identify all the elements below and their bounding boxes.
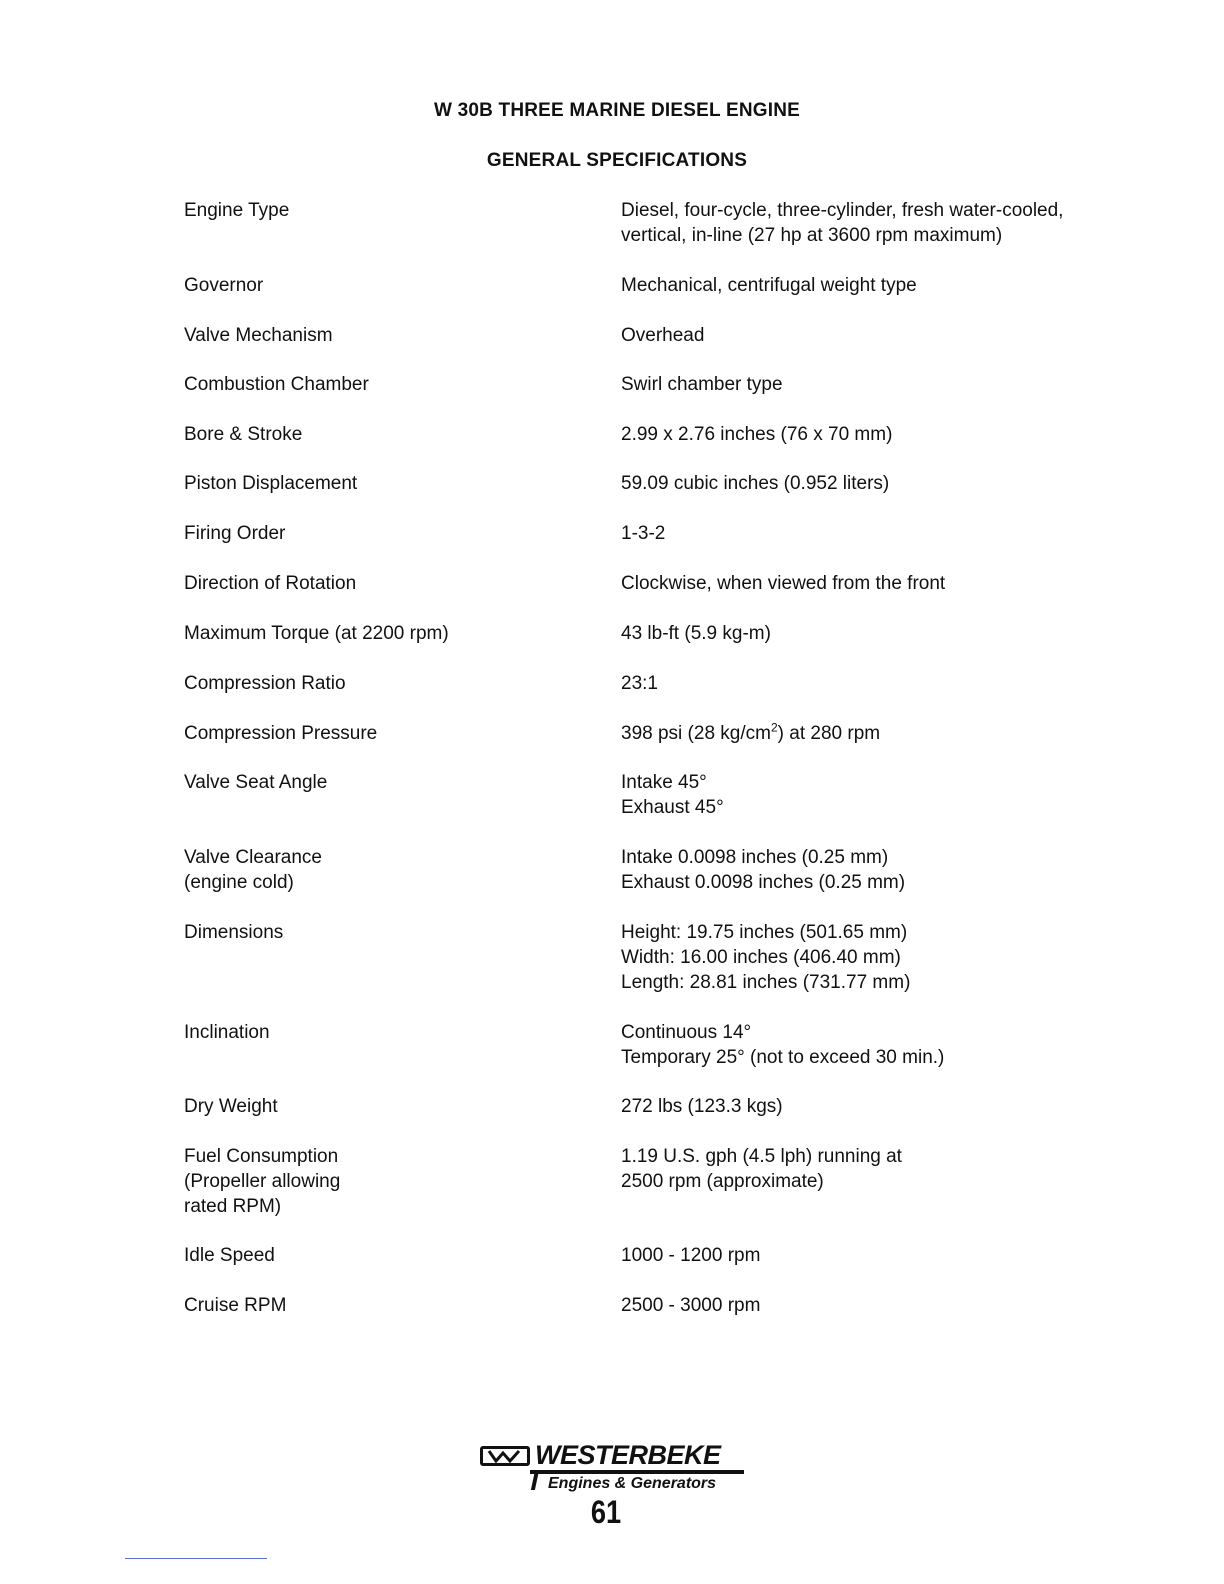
spec-value: 272 lbs (123.3 kgs): [621, 1096, 783, 1117]
spec-label: Maximum Torque (at 2200 rpm): [184, 623, 449, 644]
spec-value: Diesel, four-cycle, three-cylinder, fresh water-cooled, vertical, in-line (27 hp at 3600 rpm maximum): [621, 200, 1064, 246]
spec-label: Valve Mechanism: [184, 325, 333, 346]
spec-value: 59.09 cubic inches (0.952 liters): [621, 473, 890, 494]
spec-value: Clockwise, when viewed from the front: [621, 573, 946, 594]
page-number: 61: [590, 1494, 622, 1530]
spec-value: Intake 0.0098 inches (0.25 mm) Exhaust 0.0098 inches (0.25 mm): [621, 847, 906, 893]
spec-value: Overhead: [621, 325, 705, 346]
spec-value: 1.19 U.S. gph (4.5 lph) running at 2500 rpm (approximate): [621, 1146, 902, 1192]
spec-label: Dry Weight: [184, 1096, 278, 1117]
spec-label: Fuel Consumption (Propeller allowing rated RPM): [184, 1146, 341, 1217]
footer-rule: [125, 1558, 267, 1559]
spec-label: Piston Displacement: [184, 473, 358, 494]
spec-label: Compression Pressure: [184, 723, 378, 744]
logo-tagline: Engines & Generators: [548, 1475, 717, 1492]
spec-value: Swirl chamber type: [621, 374, 783, 395]
spec-label: Inclination: [184, 1022, 270, 1043]
spec-value: Height: 19.75 inches (501.65 mm) Width: 16.00 inches (406.40 mm) Length: 28.81 inches (731.77 mm): [621, 922, 911, 993]
spec-value: 2.99 x 2.76 inches (76 x 70 mm): [621, 424, 893, 445]
spec-value: 2500 - 3000 rpm: [621, 1295, 761, 1316]
spec-label: Valve Clearance (engine cold): [184, 847, 323, 893]
spec-label: Governor: [184, 275, 264, 296]
spec-label: Bore & Stroke: [184, 424, 303, 445]
spec-label: Firing Order: [184, 523, 286, 544]
spec-value: Mechanical, centrifugal weight type: [621, 275, 917, 296]
logo-mark-icon: [480, 1446, 530, 1466]
spec-label: Valve Seat Angle: [184, 772, 328, 793]
logo-brand-name: WESTERBEKE: [535, 1440, 721, 1470]
document-title: W 30B THREE MARINE DIESEL ENGINE: [433, 100, 801, 121]
spec-value: 1000 - 1200 rpm: [621, 1245, 761, 1266]
spec-value: Continuous 14° Temporary 25° (not to exceed 30 min.): [621, 1022, 945, 1068]
spec-label: Dimensions: [184, 922, 284, 943]
spec-label: Combustion Chamber: [184, 374, 369, 395]
spec-label: Direction of Rotation: [184, 573, 357, 594]
spec-value: 1-3-2: [621, 523, 666, 544]
document-subtitle: GENERAL SPECIFICATIONS: [486, 150, 748, 171]
spec-label: Compression Ratio: [184, 673, 346, 694]
spec-value: 398 psi (28 $kg/cm^2$) at 280 rpm: [621, 720, 881, 744]
spec-label: Engine Type: [184, 200, 290, 221]
spec-value: 23:1: [621, 673, 658, 694]
spec-value: Intake 45° Exhaust 45°: [621, 772, 724, 818]
spec-label: Idle Speed: [184, 1245, 275, 1266]
westerbeke-logo: [480, 1440, 760, 1500]
spec-label: Cruise RPM: [184, 1295, 287, 1316]
spec-value: 43 lb-ft (5.9 kg-m): [621, 623, 771, 644]
